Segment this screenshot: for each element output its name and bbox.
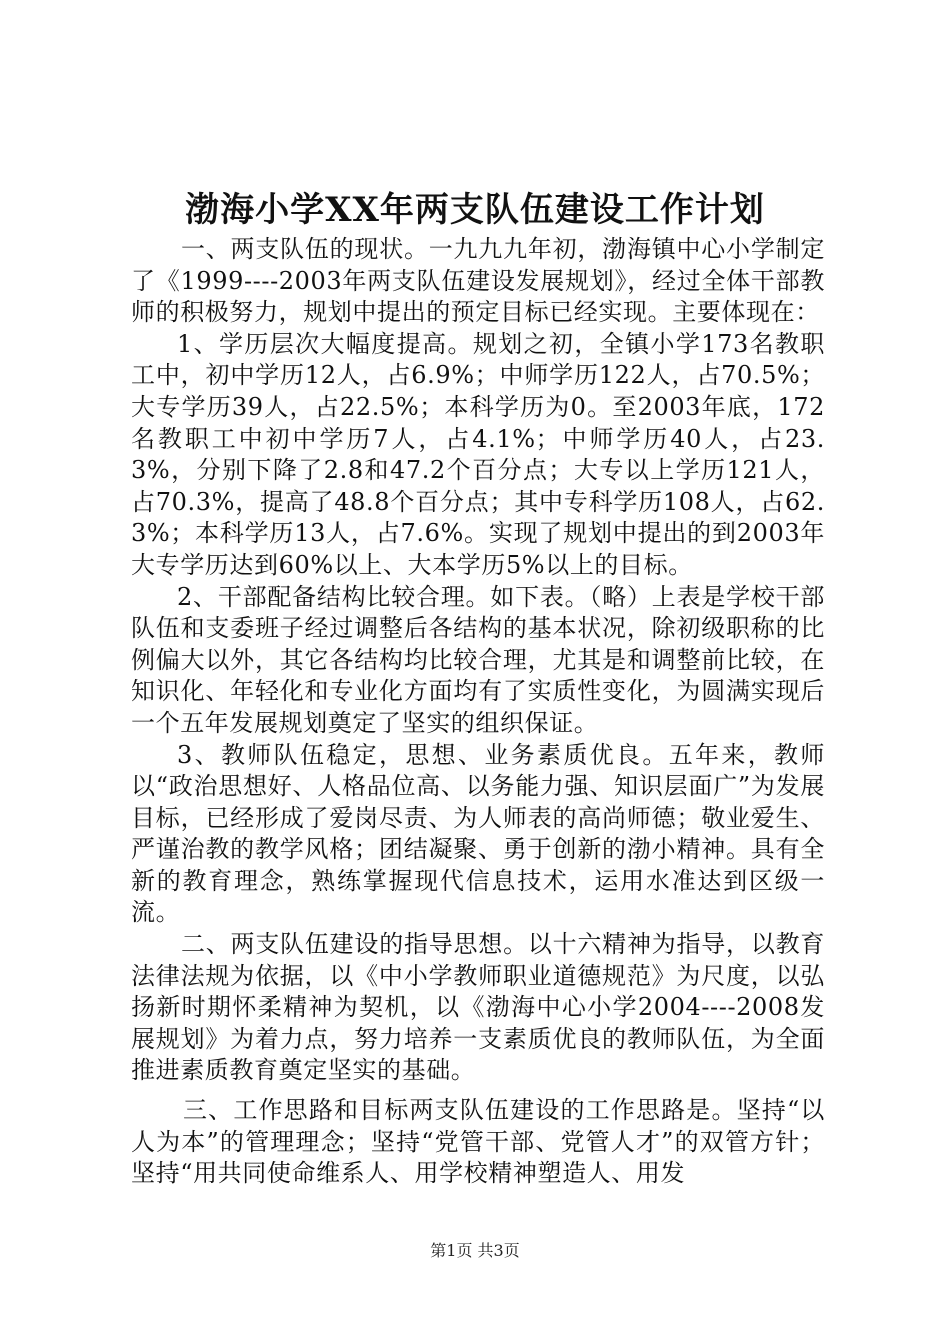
page-number-footer: 第1页 共3页 [430, 1241, 520, 1260]
paragraph-cadre-structure: 2、干部配备结构比较合理。如下表。（略）上表是学校干部队伍和支委班子经过调整后各结构的基本状况，除初级职称的比例偏大以外，其它各结构均比较合理，尤其是和调整前比较，在知识化、年轻化和专业化方面均有了实质性变化，为圆满实现后一个五年发展规划奠定了坚实的组织保证。 [131, 582, 825, 737]
paragraph-guiding-ideology: 二、两支队伍建设的指导思想。以十六精神为指导，以教育法律法规为依据，以《中小学教师职业道德规范》为尺度，以弘扬新时期怀柔精神为契机，以《渤海中心小学2004----2008发展规划》为着力点，努力培养一支素质优良的教师队伍，为全面推进素质教育奠定坚实的基础。 [131, 930, 825, 1085]
page-title: 渤海小学XX年两支队伍建设工作计划 [185, 190, 765, 230]
document-body [131, 234, 825, 1190]
paragraph-teacher-stability: 3、教师队伍稳定，思想、业务素质优良。五年来，教师以“政治思想好、人格品位高、以务能力强、知识层面广”为发展目标，已经形成了爱岗尽责、为人师表的高尚师德；敬业爱生、严谨治教的教学风格；团结凝聚、勇于创新的渤小精神。具有全新的教育理念，熟练掌握现代信息技术，运用水准达到区级一流。 [131, 740, 825, 927]
paragraph-education-level: 1、学历层次大幅度提高。规划之初，全镇小学173名教职工中，初中学历12人，占6.9%；中师学历122人，占70.5%；大专学历39人，占22.5%；本科学历为0。至2003年底，172名教职工中初中学历7人，占4.1%；中师学历40人，占23.3%，分别下降了2.8和47.2个百分点；大专以上学历121人，占70.3%，提高了48.8个百分点；其中专科学历108人，占62.3%；本科学历13人，占7.6%。实现了规划中提出的到2003年大专学历达到60%以上、大本学历5%以上的目标。 [131, 329, 825, 579]
paragraph-status-overview: 一、两支队伍的现状。一九九九年初，渤海镇中心小学制定了《1999----2003年两支队伍建设发展规划》，经过全体干部教师的积极努力，规划中提出的预定目标已经实现。主要体现在： [131, 235, 825, 327]
paragraph-work-approach: 三、工作思路和目标两支队伍建设的工作思路是。坚持“以人为本”的管理理念；坚持“党管干部、党管人才”的双管方针；坚持“用共同使命维系人、用学校精神塑造人、用发 [131, 1096, 825, 1188]
